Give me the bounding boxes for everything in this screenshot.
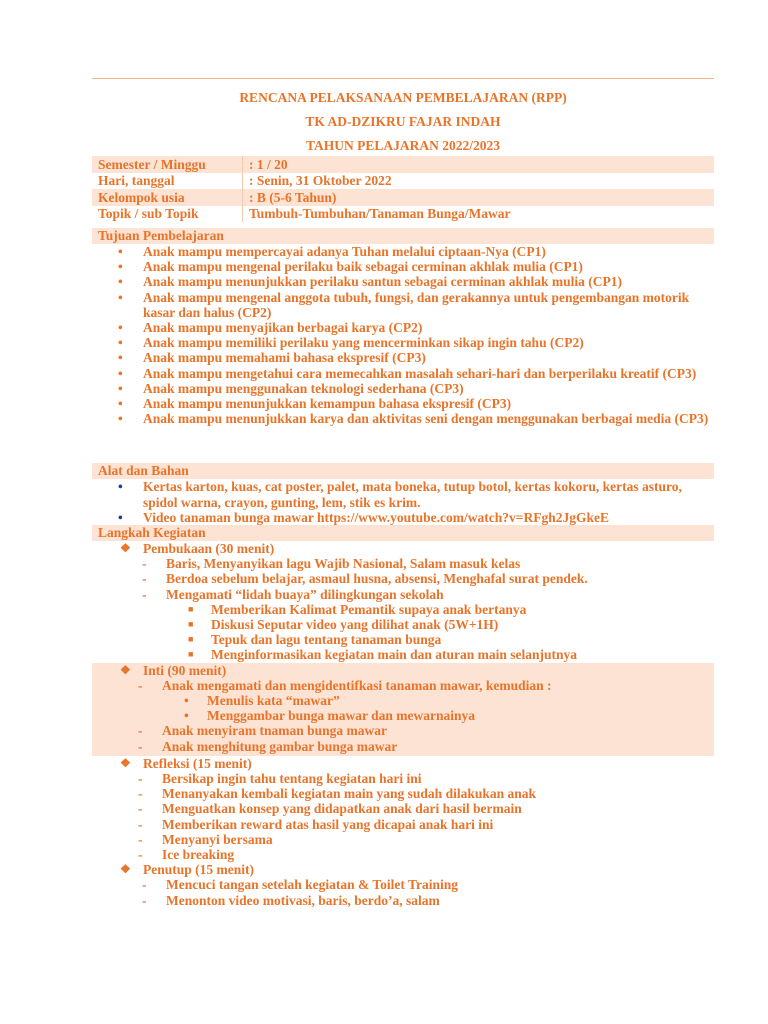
- phase-refleksi: ❖ Refleksi (15 menit): [120, 755, 252, 771]
- list-item: • Menulis kata “mawar”: [184, 693, 340, 709]
- list-item: ■ Memberikan Kalimat Pemantik supaya anak bertanya: [188, 601, 527, 617]
- bullet-icon: •: [118, 396, 123, 412]
- list-item: • Anak mampu menunjukkan karya dan aktivitas seni dengan menggunakan berbagai media (CP3): [118, 411, 709, 427]
- dash-icon: -: [138, 723, 143, 739]
- list-item: • Anak mampu menunjukkan perilaku santun sebagai cerminan akhlak mulia (CP1): [118, 274, 622, 290]
- list-item: • Anak mampu menunjukkan kemampun bahasa ekspresif (CP3): [118, 396, 512, 412]
- dash-icon: -: [142, 556, 147, 572]
- diamond-bullet-icon: ❖: [120, 541, 131, 556]
- list-item: - Bersikap ingin tahu tentang kegiatan hari ini: [138, 771, 422, 787]
- school-name: TK AD-DZIKRU FAJAR INDAH: [305, 114, 501, 129]
- list-item: • Menggambar bunga mawar dan mewarnainya: [184, 708, 476, 724]
- dash-icon: -: [138, 786, 143, 802]
- inti-list-2: [92, 723, 714, 753]
- list-item: - Mengamati “lidah buaya” dilingkungan sekolah: [142, 586, 444, 602]
- list-item: • Anak mampu mempercayai adanya Tuhan melalui ciptaan-Nya (CP1): [118, 244, 546, 259]
- section-heading-langkah: Langkah Kegiatan: [92, 525, 714, 541]
- list-item: • Anak mampu mengetahui cara memecahkan masalah sehari-hari dan berperilaku kreatif (CP3): [118, 365, 697, 381]
- bullet-icon: •: [118, 509, 123, 525]
- list-item: • Anak mampu menggunakan teknologi sederhana (CP3): [118, 380, 464, 396]
- pembukaan-list: [92, 556, 714, 602]
- phase-pembukaan: ❖ Pembukaan (30 menit): [120, 541, 275, 557]
- dash-icon: -: [138, 738, 143, 754]
- info-label: Kelompok usia: [92, 189, 243, 206]
- dash-icon: -: [142, 892, 147, 908]
- dash-icon: -: [138, 816, 143, 832]
- list-item: - Ice breaking: [138, 847, 235, 863]
- bullet-icon: •: [118, 259, 123, 275]
- info-value: : 1 / 20: [243, 156, 715, 173]
- document-title: RENCANA PELAKSANAAN PEMBELAJARAN (RPP): [239, 90, 567, 105]
- list-item: - Anak menghitung gambar bunga mawar: [138, 738, 398, 754]
- bullet-icon: •: [118, 274, 123, 290]
- penutup-list: [92, 877, 714, 907]
- list-item: ■ Diskusi Seputar video yang dilihat anak (5W+1H): [188, 617, 499, 633]
- info-table: [92, 156, 714, 222]
- info-row: [92, 206, 714, 223]
- inti-block: [92, 663, 714, 756]
- bullet-icon: •: [118, 380, 123, 396]
- section-heading-tujuan: Tujuan Pembelajaran: [92, 228, 714, 244]
- dash-icon: -: [138, 847, 143, 863]
- list-item: - Anak menyiram tnaman bunga mawar: [138, 723, 388, 739]
- info-value: Tumbuh-Tumbuhan/Tanaman Bunga/Mawar: [249, 206, 511, 222]
- refleksi-list: [92, 771, 714, 862]
- bullet-icon: •: [118, 350, 123, 366]
- dash-icon: -: [138, 831, 143, 847]
- list-item: - Menanyakan kembali kegiatan main yang sudah dilakukan anak: [138, 786, 536, 802]
- inti-sublist: [92, 693, 714, 723]
- info-label: Hari, tanggal: [92, 173, 243, 190]
- list-item: • Anak mampu mengenal anggota tubuh, fungsi, dan gerakannya untuk pengembangan motorik kasar dan halus (CP2): [118, 289, 690, 320]
- tujuan-list: [92, 244, 714, 426]
- inti-list: [92, 678, 714, 693]
- info-row: [92, 189, 714, 206]
- bullet-icon: •: [184, 708, 189, 724]
- document-body: [92, 156, 714, 908]
- list-item: ■ Menginformasikan kegiatan main dan aturan main selanjutnya: [188, 647, 578, 663]
- info-row: [92, 156, 714, 173]
- list-item: • Kertas karton, kuas, cat poster, palet, mata boneka, tutup botol, kertas kokoru, kertas asturo, spidol warna, crayon, gunting, lem, stik es krim.: [118, 479, 682, 510]
- list-item: • Anak mampu memahami bahasa ekspresif (CP3): [118, 350, 426, 366]
- bullet-icon: •: [184, 693, 189, 709]
- list-item: - Memberikan reward atas hasil yang dicapai anak hari ini: [138, 816, 494, 832]
- bullet-icon: •: [118, 289, 123, 305]
- list-item: - Menyanyi bersama: [138, 831, 273, 847]
- phase-inti: ❖ Inti (90 menit): [120, 662, 227, 678]
- info-row: [92, 173, 714, 190]
- list-item: • Anak mampu mengenal perilaku baik sebagai cerminan akhlak mulia (CP1): [118, 259, 583, 275]
- top-rule: [92, 78, 714, 79]
- square-bullet-icon: ■: [188, 649, 194, 660]
- bullet-icon: •: [118, 479, 123, 495]
- list-item: ■ Tepuk dan lagu tentang tanaman bunga: [188, 632, 442, 648]
- document-header: [92, 86, 714, 158]
- list-item: - Anak mengamati dan mengidentifkasi tanaman mawar, kemudian :: [138, 677, 552, 693]
- info-label: Semester / Minggu: [92, 156, 243, 173]
- dash-icon: -: [138, 801, 143, 817]
- list-item: - Menguatkan konsep yang didapatkan anak dari hasil bermain: [138, 801, 522, 817]
- square-bullet-icon: ■: [188, 634, 194, 645]
- bullet-icon: •: [118, 320, 123, 336]
- bullet-icon: •: [118, 411, 123, 427]
- list-item: • Anak mampu memiliki perilaku yang mencerminkan sikap ingin tahu (CP2): [118, 335, 584, 351]
- list-item: • Anak mampu menyajikan berbagai karya (CP2): [118, 320, 423, 336]
- info-value: : B (5-6 Tahun): [243, 189, 715, 206]
- dash-icon: -: [142, 571, 147, 587]
- info-label: Topik / sub Topik: [92, 206, 243, 223]
- academic-year: TAHUN PELAJARAN 2022/2023: [305, 138, 500, 153]
- list-item: - Menonton video motivasi, baris, berdo’a, salam: [142, 892, 440, 908]
- diamond-bullet-icon: ❖: [120, 755, 131, 770]
- square-bullet-icon: ■: [188, 603, 194, 614]
- pembukaan-sublist: [92, 602, 714, 663]
- list-item: - Berdoa sebelum belajar, asmaul husna, absensi, Menghafal surat pendek.: [142, 571, 588, 587]
- bullet-icon: •: [118, 335, 123, 351]
- dash-icon: -: [142, 877, 147, 893]
- list-item: - Baris, Menyanyikan lagu Wajib Nasional, Salam masuk kelas: [142, 556, 521, 572]
- bullet-icon: •: [118, 365, 123, 381]
- list-item: • Video tanaman bunga mawar https://www.youtube.com/watch?v=RFgh2JgGkeE: [118, 509, 609, 525]
- dash-icon: -: [138, 771, 143, 787]
- diamond-bullet-icon: ❖: [120, 662, 131, 677]
- info-value: : Senin, 31 Oktober 2022: [249, 173, 392, 189]
- dash-icon: -: [138, 677, 143, 693]
- phase-penutup: ❖ Penutup (15 menit): [120, 862, 254, 878]
- diamond-bullet-icon: ❖: [120, 862, 131, 877]
- dash-icon: -: [142, 586, 147, 602]
- section-heading-alat: Alat dan Bahan: [92, 463, 714, 479]
- bullet-icon: •: [118, 244, 123, 259]
- alat-list: [92, 479, 714, 525]
- list-item: - Mencuci tangan setelah kegiatan & Toilet Training: [142, 877, 459, 893]
- square-bullet-icon: ■: [188, 619, 194, 630]
